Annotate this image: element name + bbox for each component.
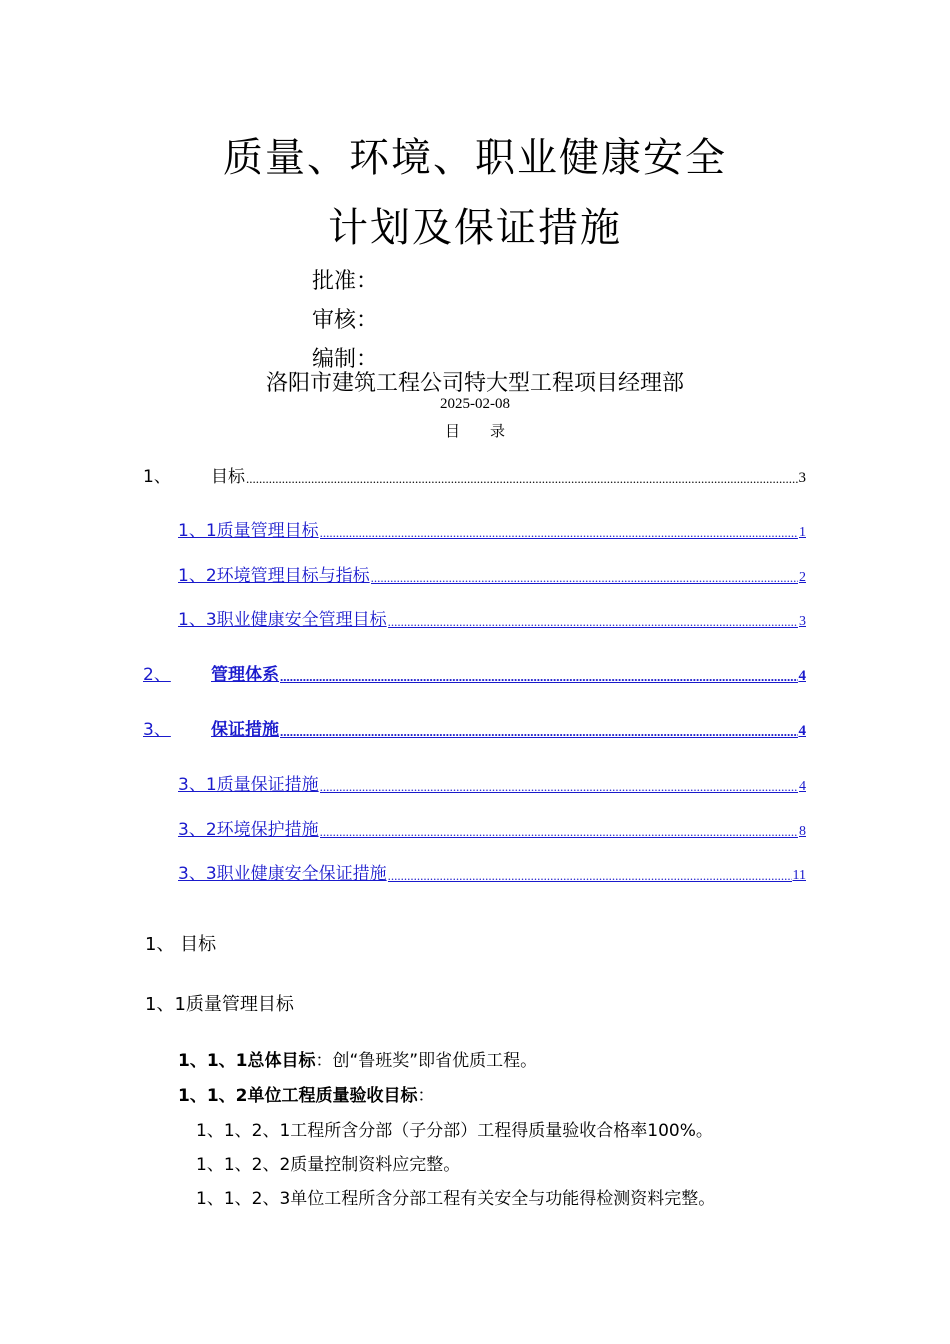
toc-entry-page: 2 [799,570,806,585]
section-heading-quality-goals: 1、1质量管理目标 [145,994,294,1015]
toc-leader-dots [320,779,798,795]
toc-entry-page: 4 [798,723,806,739]
toc-entry-page: 1 [799,525,806,540]
toc-leader-dots [320,525,798,541]
sub-item-control-records: 1、1、2、2质量控制资料应完整。 [196,1155,461,1175]
toc-entry-label: 管理体系 [211,665,279,685]
toc-entry-page: 11 [792,868,806,883]
toc-leader-dots [388,614,798,630]
toc-leader-dots [371,570,798,586]
toc-entry-label: 3、1质量保证措施 [178,775,319,795]
item-text: ：创“鲁班奖”即省优质工程。 [315,1051,538,1071]
toc-entry-ohs-goals[interactable] [178,605,806,630]
toc-entry-number: 3、 [143,720,171,740]
item-acceptance-goal [178,1081,435,1106]
toc-entry-page: 3 [799,614,806,629]
item-overall-goal [178,1046,537,1071]
toc-entry-label: 1、3职业健康安全管理目标 [178,610,387,630]
toc-entry-environment-measures[interactable] [178,815,806,840]
toc-entry-quality-measures[interactable] [178,770,806,795]
document-date: 2025-02-08 [440,396,510,412]
toc-leader-dots [246,471,798,487]
toc-entry-label: 目标 [211,467,245,487]
toc-entry-quality-goals[interactable] [178,516,806,541]
toc-entry-page: 8 [799,824,806,839]
item-label: 1、1、1总体目标 [178,1051,316,1071]
item-label: 1、1、2单位工程质量验收目标 [178,1086,418,1106]
toc-entry-label: 3、3职业健康安全保证措施 [178,864,387,884]
toc-leader-dots [320,824,798,840]
toc-entry-page: 4 [799,779,806,794]
toc-entry-label: 1、1质量管理目标 [178,521,319,541]
toc-entry-page: 3 [798,470,806,486]
toc-leader-dots [388,868,792,884]
compile-label: 编制： [312,347,379,372]
toc-entry-label: 1、2环境管理目标与指标 [178,566,370,586]
sub-item-test-records: 1、1、2、3单位工程所含分部工程有关安全与功能得检测资料完整。 [196,1189,716,1209]
approve-label: 批准： [312,269,379,294]
document-title-line2: 计划及保证措施 [328,205,622,251]
review-label: 审核： [312,308,379,333]
toc-entry-environment-goals[interactable] [178,561,806,586]
toc-entry-number: 1、 [143,467,171,487]
toc-entry-ohs-measures[interactable] [178,859,806,884]
item-text: ： [417,1086,435,1106]
toc-entry-label: 保证措施 [211,720,279,740]
sub-item-pass-rate: 1、1、2、1工程所含分部（子分部）工程得质量验收合格率100%。 [196,1121,713,1141]
toc-entry-page: 4 [798,668,806,684]
toc-entry-management-system[interactable] [143,660,806,685]
document-title-line1: 质量、环境、职业健康安全 [223,135,727,181]
toc-leader-dots [280,669,798,685]
section-heading-goals: 1、 目标 [145,934,217,955]
toc-heading: 目 录 [444,422,505,440]
toc-entry-number: 2、 [143,665,171,685]
toc-entry-assurance-measures[interactable] [143,715,806,740]
organization-name: 洛阳市建筑工程公司特大型工程项目经理部 [265,371,684,396]
toc-entry-label: 3、2环境保护措施 [178,820,319,840]
toc-entry-goals[interactable] [143,462,806,487]
toc-leader-dots [280,724,798,740]
